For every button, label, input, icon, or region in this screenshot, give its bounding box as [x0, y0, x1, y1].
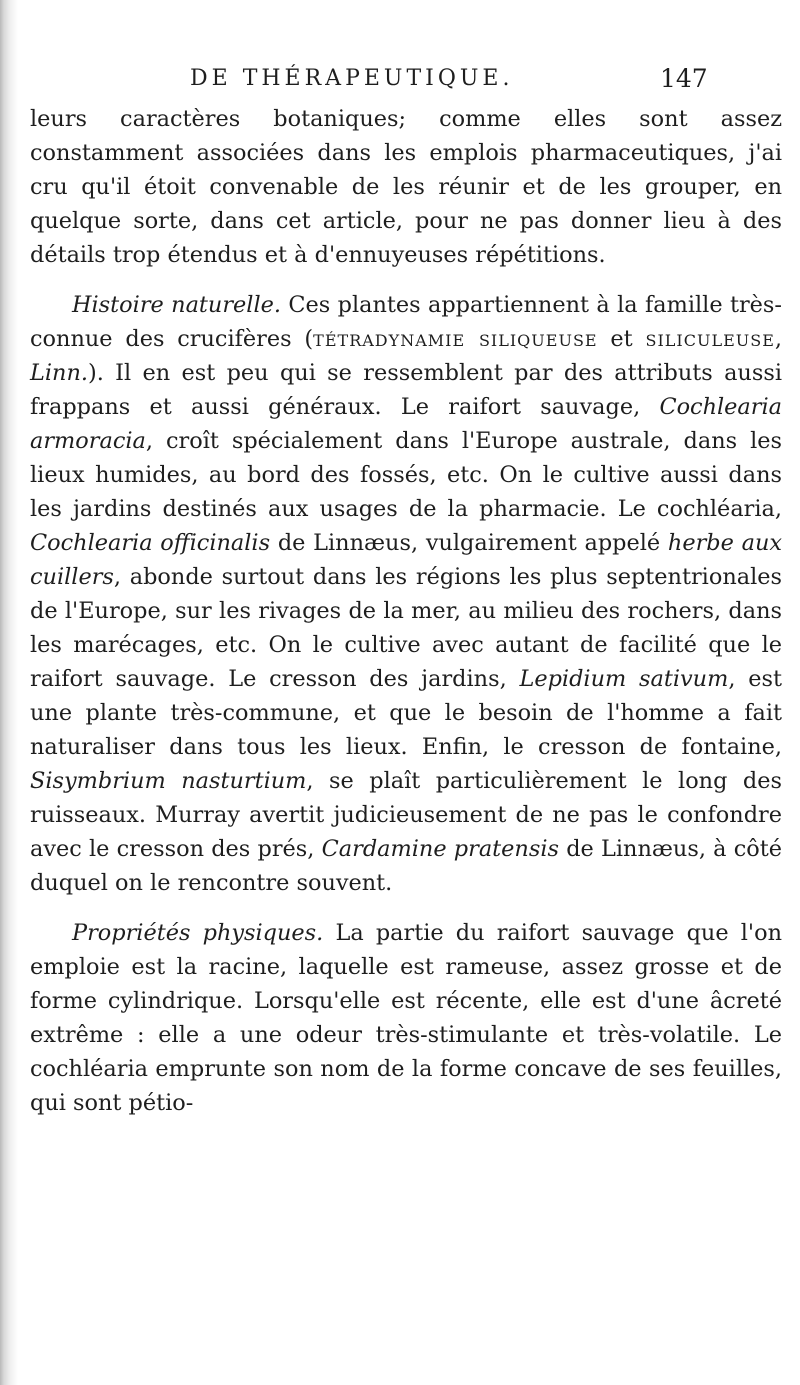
text-run: , est une plante très-commune, et que le besoin de l'homme a fait naturaliser dans tous les lieux. Enfin, le cresson de fontaine, [30, 666, 782, 760]
text-run: , [774, 326, 783, 352]
text-run: et [597, 326, 646, 352]
book-page [30, 58, 782, 1120]
italic-run: Linn. [30, 360, 88, 386]
text-run: , abonde surtout dans les régions les plus septentrionales de l'Europe, sur les rivages de la mer, au milieu des rochers, dans les marécages, etc. On le cultive avec autant de facilité que le raifort sauvage. Le cresson des jardins, [30, 564, 782, 692]
text-run: ). Il en est peu qui se ressemblent par des attributs aussi frappans et aussi généraux. Le raifort sauvage, [30, 360, 782, 420]
paragraph-continued [30, 102, 782, 272]
body-text [30, 102, 782, 1120]
italic-run: Cochlearia armoracia [30, 394, 782, 454]
page-number: 147 [660, 64, 708, 93]
paragraph-proprietes-physiques [30, 916, 782, 1120]
italic-run: herbe aux cuillers [30, 530, 782, 590]
italic-run: Propriétés physiques. [72, 920, 324, 946]
smallcaps-run: tétradynamie siliqueuse [313, 326, 598, 352]
text-run: , croît spécialement dans l'Europe australe, dans les lieux humides, au bord des fossés, etc. On le cultive aussi dans les jardins destinés aux usages de la pharmacie. Le cochléaria, [30, 428, 782, 522]
text-run: La partie du raifort sauvage que l'on emploie est la racine, laquelle est rameuse, assez grosse et de forme cylindrique. Lorsqu'elle est récente, elle est d'une âcreté extrême : elle a une odeur très-stimulante et très-volatile. Le cochléaria emprunte son nom de la forme concave de ses feuilles, qui sont pétio- [30, 920, 782, 1116]
running-header [30, 58, 782, 102]
italic-run: Lepidium sativum [519, 666, 729, 692]
text-run: Ces plantes appartiennent à la famille très-connue des crucifères ( [30, 292, 782, 352]
page-binding-shadow [0, 0, 18, 1385]
text-run: de Linnæus, à côté duquel on le rencontre souvent. [30, 836, 782, 896]
italic-run: Sisymbrium nasturtium [30, 768, 307, 794]
smallcaps-run: siliculeuse [645, 326, 775, 352]
italic-run: Cochlearia officinalis [30, 530, 271, 556]
text-run: de Linnæus, vulgairement appelé [270, 530, 668, 556]
text-run: , se plaît particulièrement le long des ruisseaux. Murray avertit judicieusement de ne pas le confondre avec le cresson des prés, [30, 768, 782, 862]
paragraph-histoire-naturelle [30, 288, 782, 900]
running-title: DE THÉRAPEUTIQUE. [190, 66, 514, 91]
text-run: leurs caractères botaniques; comme elles sont assez constamment associées dans les emplois pharmaceutiques, j'ai cru qu'il étoit convenable de les réunir et de les grouper, en quelque sorte, dans cet article, pour ne pas donner lieu à des détails trop étendus et à d'ennuyeuses répétitions. [30, 106, 782, 268]
italic-run: Histoire naturelle. [72, 292, 281, 318]
italic-run: Cardamine pratensis [321, 836, 559, 862]
